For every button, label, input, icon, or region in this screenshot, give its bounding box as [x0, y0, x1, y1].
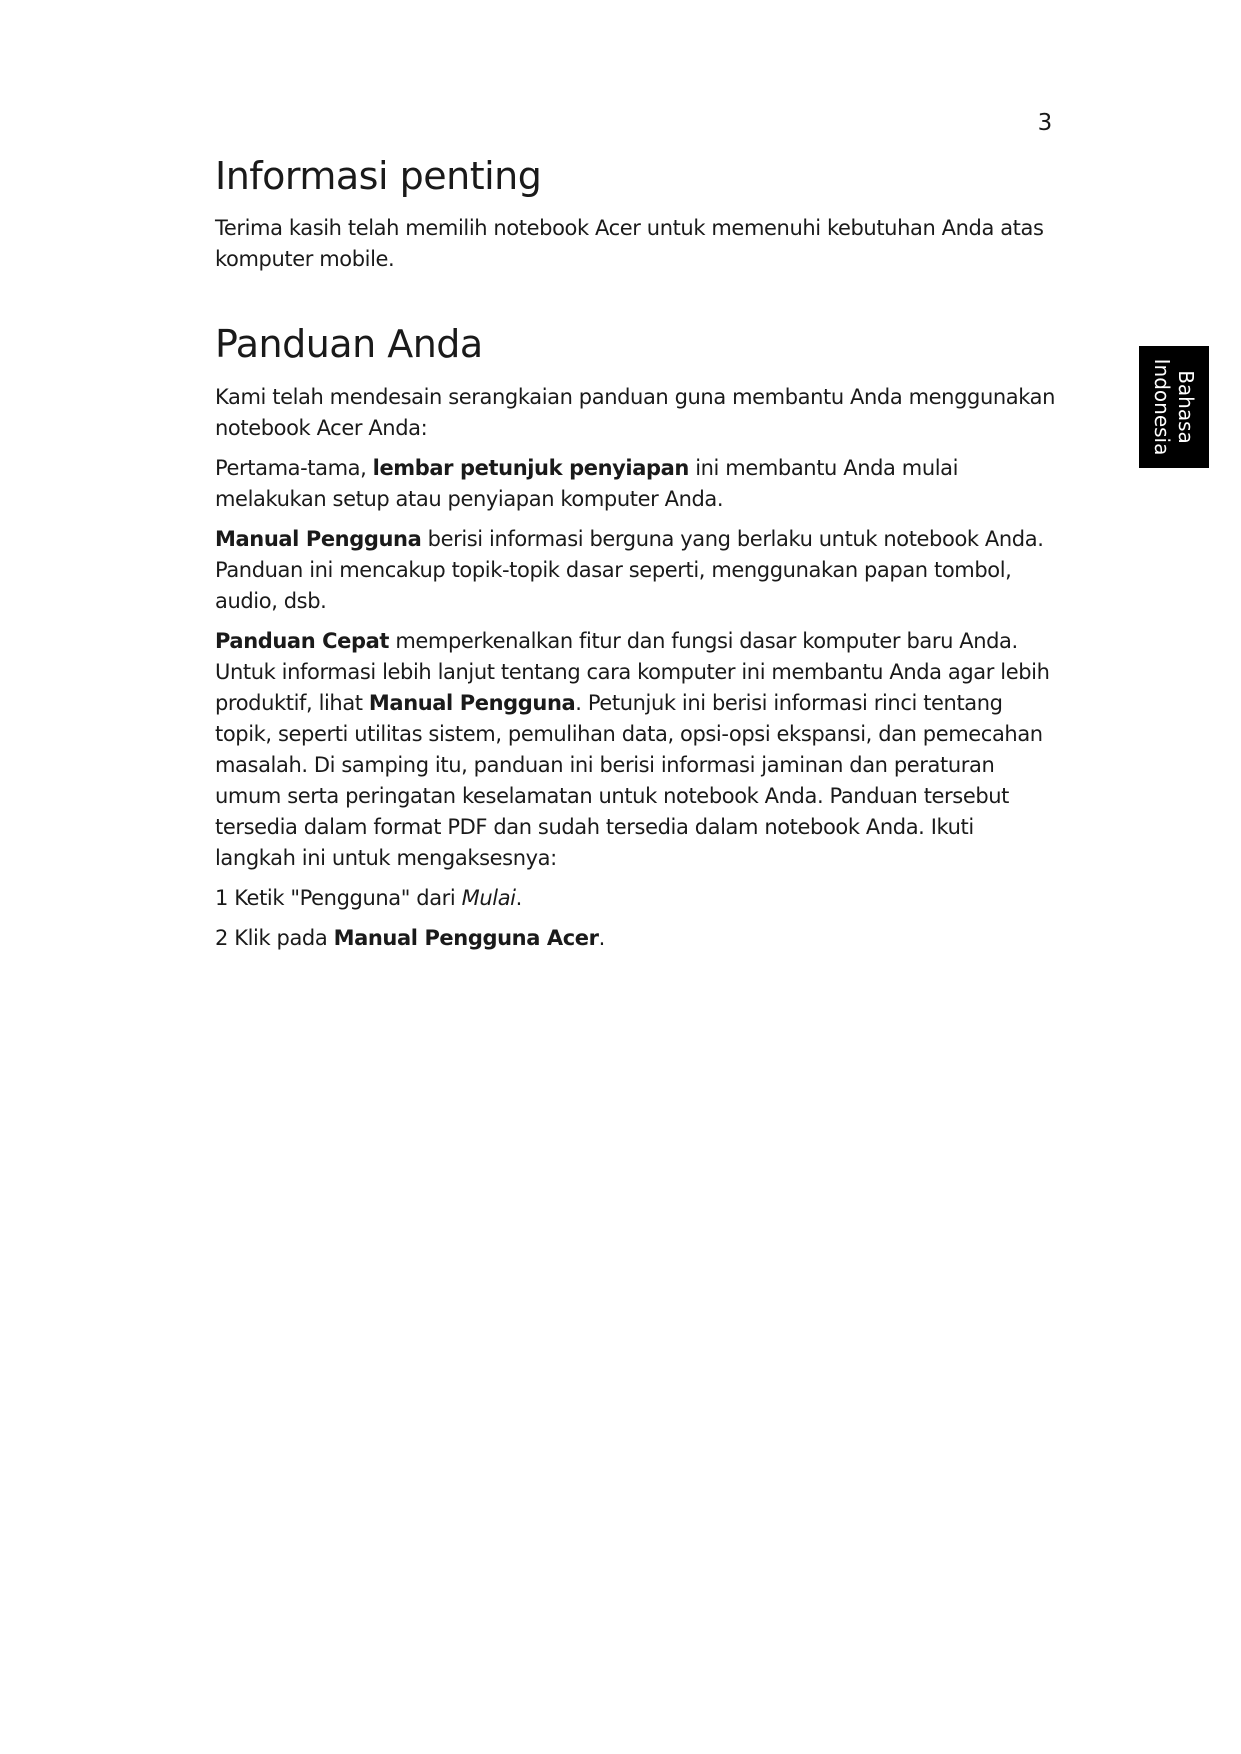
bold-term: Manual Pengguna: [215, 527, 422, 552]
page-number: 3: [1037, 110, 1053, 136]
guides-intro-paragraph: Kami telah mendesain serangkaian panduan guna membantu Anda menggunakan notebook Acer Anda:: [215, 385, 1056, 441]
user-manual-paragraph: Manual Pengguna berisi informasi berguna yang berlaku untuk notebook Anda. Panduan ini mencakup topik-topik dasar seperti, menggunakan papan tombol, audio, dsb.: [215, 527, 1044, 614]
side-tab-line2: Indonesia: [1150, 358, 1174, 456]
setup-sheet-paragraph: Pertama-tama, lembar petunjuk penyiapan ini membantu Anda mulai melakukan setup atau penyiapan komputer Anda.: [215, 456, 959, 512]
italic-term: Mulai: [461, 886, 516, 911]
section-heading-informasi: Informasi penting: [215, 154, 542, 198]
quick-guide-paragraph: Panduan Cepat memperkenalkan fitur dan fungsi dasar komputer baru Anda. Untuk informasi lebih lanjut tentang cara komputer ini membantu Anda agar lebih produktif, lihat Manual Pengguna. Petunjuk ini berisi informasi rinci tentang topik, seperti utilitas sistem, pemulihan data, opsi-opsi ekspansi, dan pemecahan masalah. Di samping itu, panduan ini berisi informasi jaminan dan peraturan umum serta peringatan keselamatan untuk notebook Anda. Panduan tersebut tersedia dalam format PDF dan sudah tersedia dalam notebook Anda. Ikuti langkah ini untuk mengaksesnya:: [215, 629, 1050, 871]
step-1: 1 Ketik "Pengguna" dari Mulai.: [215, 886, 522, 911]
bold-term: Manual Pengguna: [368, 691, 576, 716]
page-content: [215, 155, 1060, 963]
bold-term: Panduan Cepat: [215, 629, 390, 654]
intro-paragraph: Terima kasih telah memilih notebook Acer untuk memenuhi kebutuhan Anda atas komputer mobile.: [215, 215, 1044, 271]
bold-term: lembar petunjuk penyiapan: [372, 456, 689, 481]
bold-term: Manual Pengguna Acer: [333, 926, 599, 951]
side-tab-line1: Bahasa: [1174, 370, 1198, 444]
language-side-tab: [1139, 346, 1209, 468]
section-heading-panduan: Panduan Anda: [215, 321, 483, 366]
step-2: 2 Klik pada Manual Pengguna Acer.: [215, 926, 605, 951]
